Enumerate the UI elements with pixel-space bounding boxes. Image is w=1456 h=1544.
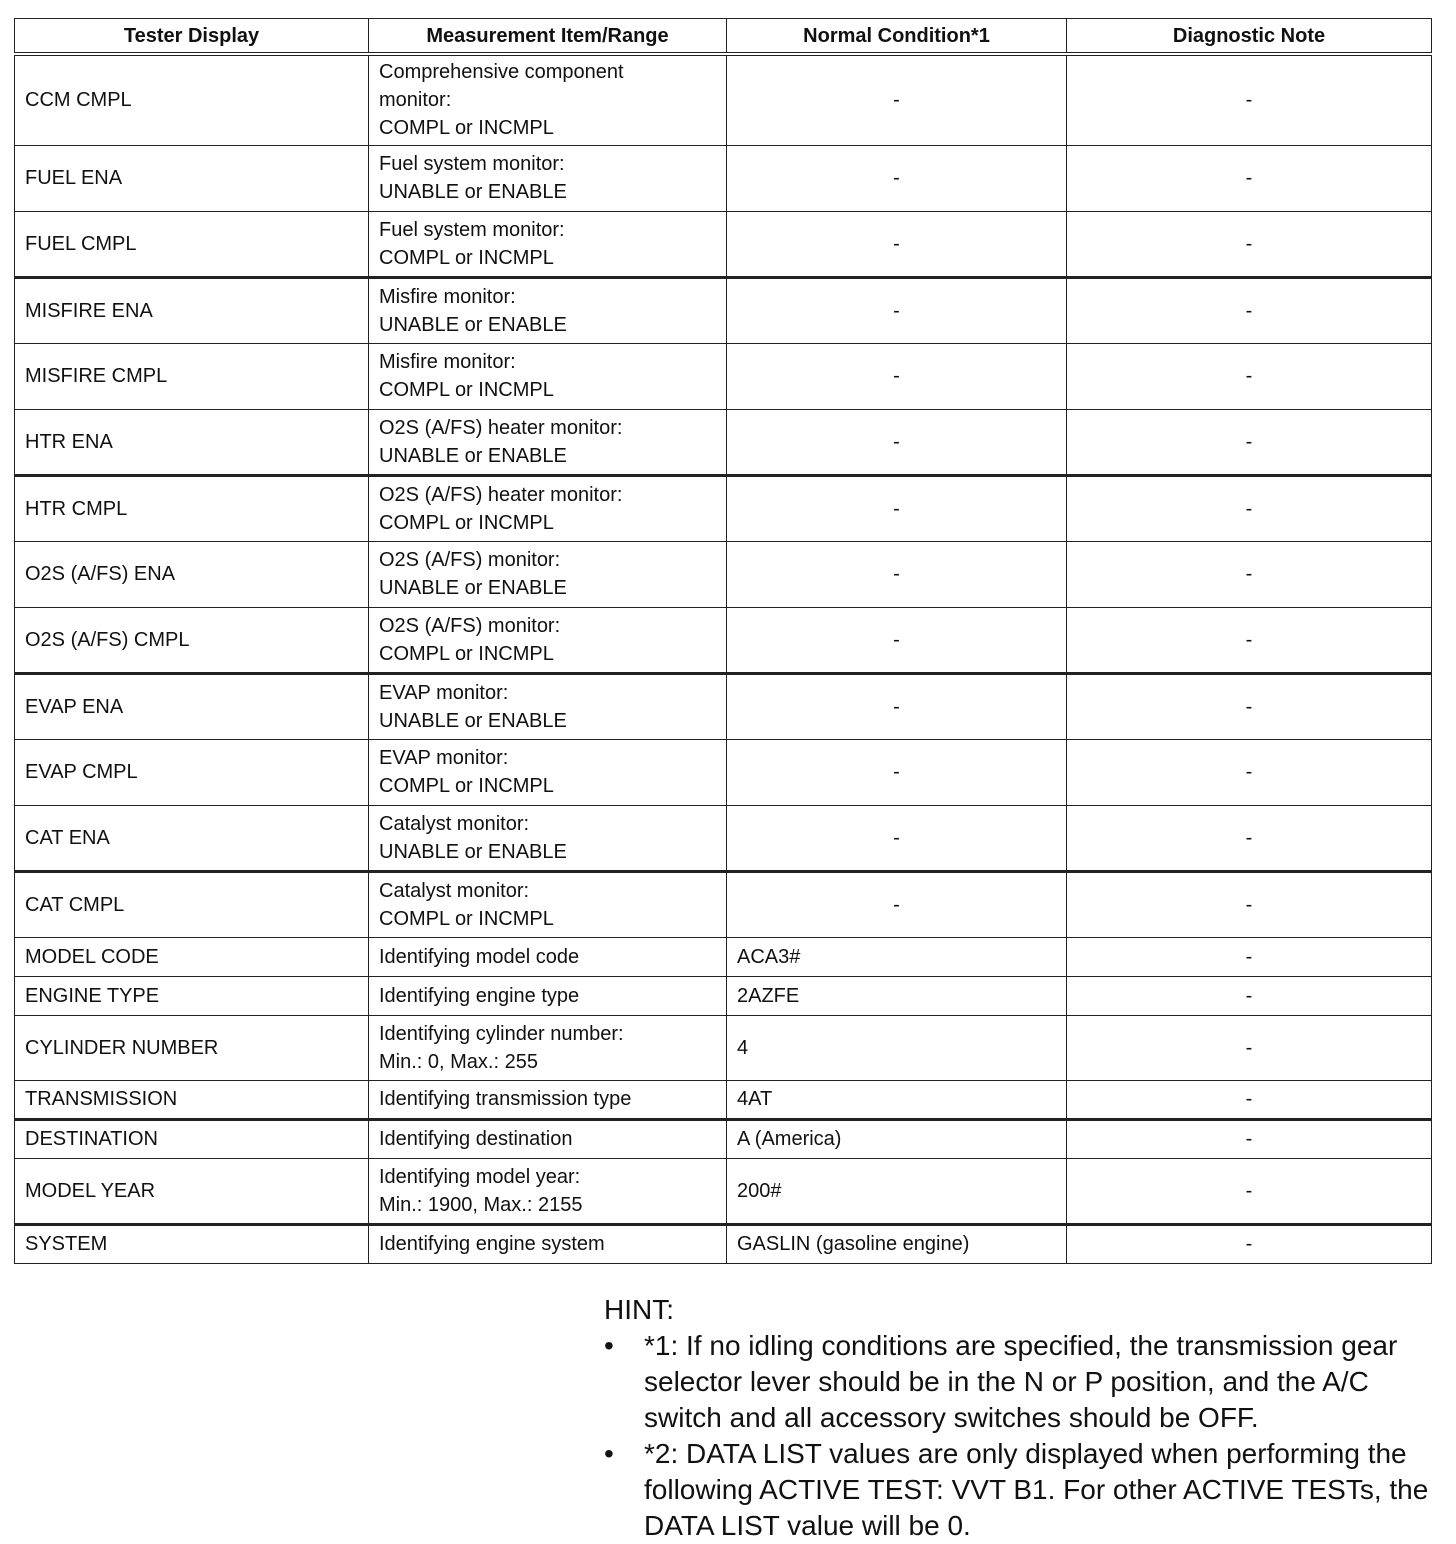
table-row bbox=[15, 1080, 1432, 1119]
data-list-table bbox=[14, 18, 1432, 1264]
cell-normal-condition: ACA3# bbox=[727, 937, 1067, 976]
table-row bbox=[15, 1119, 1432, 1158]
cell-measurement-item: Catalyst monitor: UNABLE or ENABLE bbox=[369, 805, 727, 871]
cell-tester-display: CCM CMPL bbox=[15, 54, 369, 145]
header-diagnostic-note: Diagnostic Note bbox=[1067, 19, 1432, 55]
cell-normal-condition: 4AT bbox=[727, 1080, 1067, 1119]
hint-text: *1: If no idling conditions are specified, the transmission gear selector lever should be in the N or P position, and the A/C switch and all accessory switches should be OFF. bbox=[644, 1330, 1398, 1433]
cell-tester-display: EVAP ENA bbox=[15, 673, 369, 739]
cell-normal-condition: GASLIN (gasoline engine) bbox=[727, 1224, 1067, 1263]
cell-normal-condition: - bbox=[727, 739, 1067, 805]
cell-normal-condition: - bbox=[727, 871, 1067, 937]
table-row bbox=[15, 1015, 1432, 1080]
cell-diagnostic-note: - bbox=[1067, 673, 1432, 739]
cell-tester-display: HTR ENA bbox=[15, 409, 369, 475]
cell-tester-display: SYSTEM bbox=[15, 1224, 369, 1263]
cell-diagnostic-note: - bbox=[1067, 937, 1432, 976]
cell-measurement-item: Identifying destination bbox=[369, 1119, 727, 1158]
cell-tester-display: EVAP CMPL bbox=[15, 739, 369, 805]
cell-diagnostic-note: - bbox=[1067, 1119, 1432, 1158]
cell-normal-condition: - bbox=[727, 343, 1067, 409]
table-row bbox=[15, 871, 1432, 937]
header-tester-display: Tester Display bbox=[15, 19, 369, 55]
cell-measurement-item: Catalyst monitor: COMPL or INCMPL bbox=[369, 871, 727, 937]
cell-tester-display: FUEL CMPL bbox=[15, 211, 369, 277]
cell-diagnostic-note: - bbox=[1067, 1158, 1432, 1224]
table-row bbox=[15, 976, 1432, 1015]
cell-normal-condition: 200# bbox=[727, 1158, 1067, 1224]
cell-normal-condition: - bbox=[727, 805, 1067, 871]
cell-measurement-item: O2S (A/FS) monitor: UNABLE or ENABLE bbox=[369, 541, 727, 607]
hint-item bbox=[604, 1328, 1444, 1436]
cell-diagnostic-note: - bbox=[1067, 211, 1432, 277]
cell-tester-display: CYLINDER NUMBER bbox=[15, 1015, 369, 1080]
hint-title: HINT: bbox=[604, 1294, 674, 1325]
header-normal-condition: Normal Condition*1 bbox=[727, 19, 1067, 55]
cell-diagnostic-note: - bbox=[1067, 805, 1432, 871]
cell-measurement-item: O2S (A/FS) heater monitor: COMPL or INCMPL bbox=[369, 475, 727, 541]
cell-tester-display: MISFIRE CMPL bbox=[15, 343, 369, 409]
table-row bbox=[15, 1224, 1432, 1263]
cell-measurement-item: Misfire monitor: UNABLE or ENABLE bbox=[369, 277, 727, 343]
cell-tester-display: O2S (A/FS) ENA bbox=[15, 541, 369, 607]
cell-diagnostic-note: - bbox=[1067, 145, 1432, 211]
cell-measurement-item: Fuel system monitor: COMPL or INCMPL bbox=[369, 211, 727, 277]
table-row bbox=[15, 343, 1432, 409]
cell-diagnostic-note: - bbox=[1067, 871, 1432, 937]
cell-measurement-item: Misfire monitor: COMPL or INCMPL bbox=[369, 343, 727, 409]
cell-diagnostic-note: - bbox=[1067, 739, 1432, 805]
cell-normal-condition: - bbox=[727, 607, 1067, 673]
cell-normal-condition: - bbox=[727, 541, 1067, 607]
table-row bbox=[15, 673, 1432, 739]
cell-tester-display: MISFIRE ENA bbox=[15, 277, 369, 343]
table-row bbox=[15, 475, 1432, 541]
cell-diagnostic-note: - bbox=[1067, 343, 1432, 409]
cell-tester-display: ENGINE TYPE bbox=[15, 976, 369, 1015]
hint-list bbox=[604, 1328, 1444, 1544]
table-row bbox=[15, 54, 1432, 145]
cell-measurement-item: Identifying model year: Min.: 1900, Max.: 2155 bbox=[369, 1158, 727, 1224]
bullet-icon: • bbox=[604, 1438, 614, 1469]
cell-normal-condition: - bbox=[727, 277, 1067, 343]
cell-normal-condition: - bbox=[727, 475, 1067, 541]
table-row bbox=[15, 145, 1432, 211]
cell-diagnostic-note: - bbox=[1067, 475, 1432, 541]
cell-tester-display: HTR CMPL bbox=[15, 475, 369, 541]
cell-tester-display: MODEL YEAR bbox=[15, 1158, 369, 1224]
table-row bbox=[15, 1158, 1432, 1224]
cell-measurement-item: O2S (A/FS) heater monitor: UNABLE or ENABLE bbox=[369, 409, 727, 475]
cell-measurement-item: EVAP monitor: UNABLE or ENABLE bbox=[369, 673, 727, 739]
cell-measurement-item: O2S (A/FS) monitor: COMPL or INCMPL bbox=[369, 607, 727, 673]
cell-diagnostic-note: - bbox=[1067, 1080, 1432, 1119]
cell-tester-display: O2S (A/FS) CMPL bbox=[15, 607, 369, 673]
hint-text: *2: DATA LIST values are only displayed when performing the following ACTIVE TEST: VVT B1. For other ACTIVE TESTs, the DATA LIST value will be 0. bbox=[644, 1438, 1429, 1541]
cell-tester-display: FUEL ENA bbox=[15, 145, 369, 211]
cell-normal-condition: - bbox=[727, 673, 1067, 739]
cell-tester-display: CAT CMPL bbox=[15, 871, 369, 937]
cell-diagnostic-note: - bbox=[1067, 409, 1432, 475]
cell-measurement-item: Identifying engine system bbox=[369, 1224, 727, 1263]
cell-normal-condition: 4 bbox=[727, 1015, 1067, 1080]
cell-measurement-item: Identifying model code bbox=[369, 937, 727, 976]
table-row bbox=[15, 277, 1432, 343]
header-measurement-item: Measurement Item/Range bbox=[369, 19, 727, 55]
table-row bbox=[15, 805, 1432, 871]
cell-measurement-item: Fuel system monitor: UNABLE or ENABLE bbox=[369, 145, 727, 211]
cell-measurement-item: Identifying transmission type bbox=[369, 1080, 727, 1119]
table-row bbox=[15, 739, 1432, 805]
cell-measurement-item: EVAP monitor: COMPL or INCMPL bbox=[369, 739, 727, 805]
cell-measurement-item: Identifying cylinder number: Min.: 0, Max.: 255 bbox=[369, 1015, 727, 1080]
hint-block bbox=[604, 1292, 1444, 1544]
table-header-row bbox=[15, 19, 1432, 55]
table-row bbox=[15, 541, 1432, 607]
cell-measurement-item: Identifying engine type bbox=[369, 976, 727, 1015]
cell-diagnostic-note: - bbox=[1067, 1015, 1432, 1080]
cell-diagnostic-note: - bbox=[1067, 277, 1432, 343]
cell-diagnostic-note: - bbox=[1067, 54, 1432, 145]
cell-normal-condition: - bbox=[727, 145, 1067, 211]
cell-tester-display: TRANSMISSION bbox=[15, 1080, 369, 1119]
table-row bbox=[15, 607, 1432, 673]
bullet-icon: • bbox=[604, 1330, 614, 1361]
cell-tester-display: DESTINATION bbox=[15, 1119, 369, 1158]
cell-normal-condition: 2AZFE bbox=[727, 976, 1067, 1015]
cell-normal-condition: - bbox=[727, 409, 1067, 475]
cell-diagnostic-note: - bbox=[1067, 541, 1432, 607]
table-row bbox=[15, 211, 1432, 277]
cell-diagnostic-note: - bbox=[1067, 607, 1432, 673]
cell-tester-display: CAT ENA bbox=[15, 805, 369, 871]
hint-item bbox=[604, 1436, 1444, 1544]
cell-measurement-item: Comprehensive component monitor: COMPL or INCMPL bbox=[369, 54, 727, 145]
cell-diagnostic-note: - bbox=[1067, 1224, 1432, 1263]
cell-normal-condition: - bbox=[727, 211, 1067, 277]
cell-normal-condition: A (America) bbox=[727, 1119, 1067, 1158]
table-row bbox=[15, 409, 1432, 475]
cell-tester-display: MODEL CODE bbox=[15, 937, 369, 976]
table-row bbox=[15, 937, 1432, 976]
cell-diagnostic-note: - bbox=[1067, 976, 1432, 1015]
cell-normal-condition: - bbox=[727, 54, 1067, 145]
